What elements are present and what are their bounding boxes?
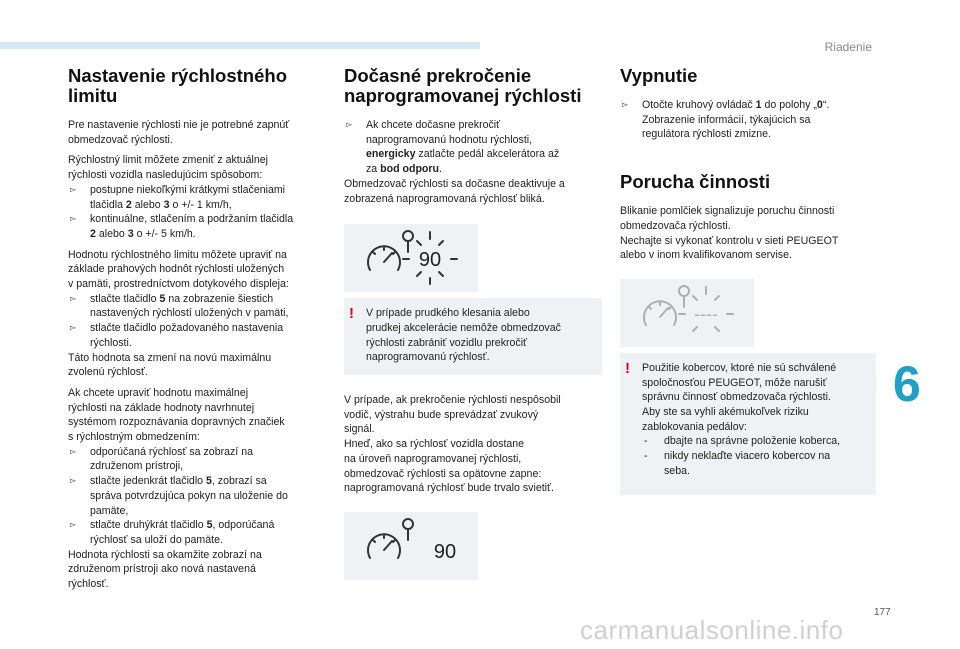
bullet-item: ▻ odporúčaná rýchlosť sa zobrazí na združenom prístroji, [68, 445, 324, 474]
paragraph: Hodnotu rýchlostného limitu môžete upraviť na základe prahových hodnôt rýchlosti uložených v pamäti, prostredníctvom dotykového displeja: ▻ stlačte tlačidlo 5 na zobrazenie šiestich nastavených rýchlostí uložených v pamäti, ▻ stlačte tlačidlo požadovaného nastavenia rýchlosti. Táto hodnota sa zmení na novú maximálnu zvolenú rýchlosť. [68, 248, 324, 380]
dash-item: - dbajte na správne položenie koberca, [642, 434, 866, 449]
warning-box: ! Použitie kobercov, ktoré nie sú schválené spoločnosťou PEUGEOT, môže narušiť správnu činnosť obmedzovača rýchlosti. Aby ste sa vyhli akémukoľvek riziku zablokovania pedálov: - dbajte na správne položenie koberca, - nikdy neklaďte viacero kobercov na seba. [620, 353, 876, 495]
display-speed-value: 90 [418, 249, 442, 272]
display-speed-value: 90 [433, 540, 457, 563]
section-title-speed-limit: Nastavenie rýchlostného limitu [68, 65, 287, 106]
watermark: carmanualsonline.info [580, 615, 844, 645]
bullet-item: ▻ stlačte jedenkrát tlačidlo 5, zobrazí sa správa potvrdzujúca pokyn na uloženie do pamäte, [68, 474, 324, 518]
bullet-item: ▻ stlačte tlačidlo požadovaného nastavenia rýchlosti. [68, 321, 324, 350]
bullet-item: ▻ Ak chcete dočasne prekročiť naprogramovanú hodnotu rýchlosti, energicky zatlačte pedál akcelerátora až za bod odporu. [344, 118, 602, 177]
chapter-title: Riadenie [824, 40, 872, 54]
page-number: 177 [874, 607, 891, 618]
paragraph [620, 98, 876, 142]
column-switch-off-and-fault [620, 66, 876, 495]
header-accent-bar [0, 42, 480, 49]
warning-box: ! V prípade prudkého klesania alebo prudkej akcelerácie nemôže obmedzovač rýchlosti zabrániť vozidlu prekročiť naprogramovanú rýchlosť. [344, 298, 602, 375]
instrument-display-fault [620, 279, 754, 347]
column-temporary-override [344, 66, 602, 580]
bullet-item: ▻ stlačte tlačidlo 5 na zobrazenie šiestich nastavených rýchlostí uložených v pamäti, [68, 292, 324, 321]
bullet-item: ▻ postupne niekoľkými krátkymi stlačeniami tlačidla 2 alebo 3 o +/- 1 km/h, [68, 183, 324, 212]
warning-icon: ! [349, 305, 354, 323]
bullet-item: ▻ kontinuálne, stlačením a podržaním tlačidla 2 alebo 3 o +/- 5 km/h. [68, 212, 324, 241]
paragraph: Ak chcete upraviť hodnotu maximálnej rýchlosti na základe hodnoty navrhnutej systémom rozpoznávania dopravných značiek s rýchlostným obmedzením: ▻ odporúčaná rýchlosť sa zobrazí na združenom prístroji, ▻ stlačte jedenkrát tlačidlo 5, zobrazí sa správa potvrdzujúca pokyn na uloženie do pamäte, ▻ stlačte druhýkrát tlačidlo 5, odporúčaná rýchlosť sa uloží do pamäte. Hodnota rýchlosti sa okamžite zobrazí na združenom prístroji ako nová nastavená rýchlosť. [68, 386, 324, 592]
instrument-display-steady [344, 512, 478, 580]
warning-icon: ! [625, 359, 630, 377]
paragraph: ▻ Ak chcete dočasne prekročiť naprogramovanú hodnotu rýchlosti, energicky zatlačte pedál akcelerátora až za bod odporu. Obmedzovač rýchlosti sa dočasne deaktivuje a zobrazená naprogramovaná rýchlosť bliká. [344, 118, 602, 206]
section-title-switch-off: Vypnutie [620, 65, 698, 86]
chapter-number: 6 [893, 356, 921, 412]
section-title-temporary-override: Dočasné prekročenie naprogramovanej rýchlosti [344, 65, 582, 106]
paragraph: Pre nastavenie rýchlosti nie je potrebné zapnúť obmedzovač rýchlosti. [68, 119, 290, 146]
instrument-display-flashing [344, 224, 478, 292]
column-speed-limit-setting [68, 66, 324, 598]
bullet-item: ▻ Otočte kruhový ovládač 1 do polohy „0“. Zobrazenie informácií, týkajúcich sa regulátora rýchlosti zmizne. [620, 98, 876, 142]
paragraph: Blikanie pomlčiek signalizuje poruchu činnosti obmedzovača rýchlosti. Nechajte si vykonať kontrolu v sieti PEUGEOT alebo v inom kvalifikovanom servise. [620, 205, 839, 262]
display-fault-dashes: ---- [694, 303, 718, 324]
dash-item: - nikdy neklaďte viacero kobercov na seba. [642, 449, 866, 478]
section-title-malfunction: Porucha činnosti [620, 171, 771, 193]
bullet-item: ▻ stlačte druhýkrát tlačidlo 5, odporúčaná rýchlosť sa uloží do pamäte. [68, 518, 324, 547]
paragraph: Rýchlostný limit môžete zmeniť z aktuálnej rýchlosti vozidla nasledujúcim spôsobom: ▻ postupne niekoľkými krátkymi stlačeniami tlačidla 2 alebo 3 o +/- 1 km/h, ▻ kontinuálne, stlačením a podržaním tlačidla 2 alebo 3 o +/- 5 km/h. [68, 153, 324, 241]
paragraph: V prípade, ak prekročenie rýchlosti nespôsobil vodič, výstrahu bude sprevádzať zvukový signál. Hneď, ako sa rýchlosť vozidla dostane na úroveň naprogramovanej rýchlosti, obmedzovač rýchlosti sa opätovne zapne: naprogramovaná rýchlosť bude trvalo svietiť. [344, 394, 561, 495]
